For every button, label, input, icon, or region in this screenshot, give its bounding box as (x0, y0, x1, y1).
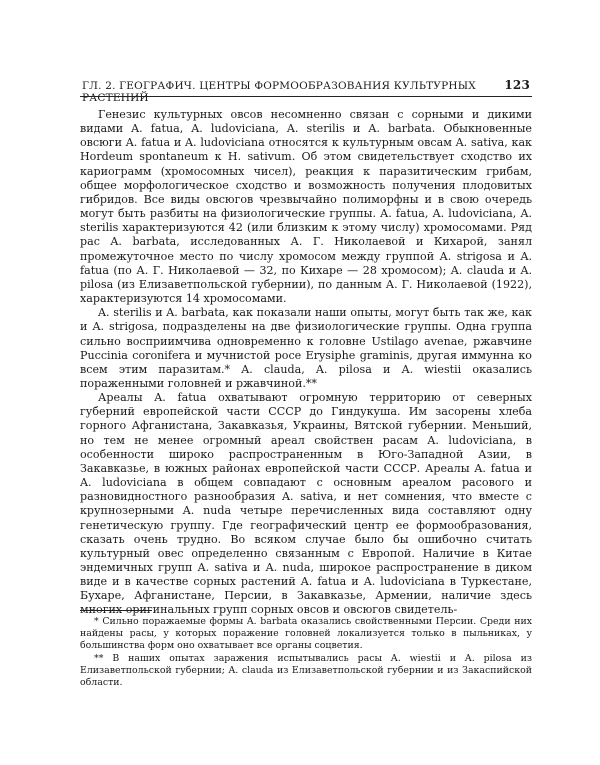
paragraph-areals: Ареалы A. fatua охватывают огромную территорию от северных губерний европейской части СССР до Гиндукуша. Им засорены хлеба горного Афганистана, Закавказья, Украины, Вятской губернии. Меньший, но тем не менее огромный ареал свойствен расам A. ludoviciana, в особенности широко распространенным в Юго-Западной Азии, в Закавказье, в южных районах европейской части СССР. Ареалы A. fatua и A. ludoviciana в общем совпадают с основным ареалом расового и разновидностного разнообразия A. sativa, и нет сомнения, что вместе с крупнозерными A. nuda четыре перечисленных вида составляют одну генетическую группу. Где географический центр ее формообразования, сказать очень трудно. Во всяком случае было бы ошибочно считать культурный овес определенно связанным с Европой. Наличие в Китае эндемичных групп A. sativa и A. nuda, широкое распространение в диком виде и в качестве сорных растений A. fatua и A. ludoviciana в Туркестане, Бухаре, Афганистане, Персии, в Закавказье, Армении, наличие здесь многих оригинальных групп сорных овсов и овсюгов свидетель- (80, 391, 532, 617)
footnote-2: ** В наших опытах заражения испытывались расы A. wiestii и A. pilosa из Елизаветпольской губернии; A. clauda из Елизаветпольской губернии и из Закаспийской области. (80, 652, 532, 689)
footnotes (80, 616, 532, 689)
main-text (80, 108, 532, 618)
header-rule (80, 96, 532, 97)
paragraph-genesis: Генезис культурных овсов несомненно связан с сорными и дикими видами A. fatua, A. ludoviciana, A. sterilis и A. barbata. Обыкновенные овсюги A. fatua и A. ludoviciana относятся к культурным овсам A. sativa, как Hordeum spontaneum к H. sativum. Об этом свидетельствует сходство их кариограмм (хромосомных чисел), реакция к паразитическим грибам, общее морфологическое сходство и возможность получения плодовитых гибридов. Все виды овсюгов чрезвычайно полиморфны и в свою очередь могут быть разбиты на физиологические группы. A. fatua, A. ludoviciana, A. sterilis характеризуются 42 (или близким к этому числу) хромосомами. Ряд рас A. barbata, исследованных А. Г. Николаевой и Кихарой, занял промежуточное место по числу хромосом между группой A. strigosa и A. fatua (по А. Г. Николаевой — 32, по Кихаре — 28 хромосом); A. clauda и A. pilosa (из Елизаветпольской губернии), по данным А. Г. Николаевой (1922), характеризуются 14 хромосомами. (80, 108, 532, 306)
footnote-rule (80, 610, 152, 611)
footnote-1: * Сильно поражаемые формы A. barbata оказались свойственными Персии. Среди них найдены расы, у которых поражение головней локализуется только в пыльниках, у большинства форм оно охватывает все органы соцветия. (80, 616, 532, 652)
page-number: 123 (504, 78, 530, 92)
paragraph-physiological-groups: A. sterilis и A. barbata, как показали наши опыты, могут быть так же, как и A. strigosa, подразделены на две физиологические группы. Одна группа сильно восприимчива одновременно к головне Ustilago avenae, ржавчине Puccinia coronifera и мучнистой росе Erysiphe graminis, другая иммунна ко всем этим паразитам.* A. clauda, A. pilosa и A. wiestii оказались пораженными головней и ржавчиной.** (80, 306, 532, 390)
header-title: ГЛ. 2. ГЕОГРАФИЧ. ЦЕНТРЫ ФОРМООБРАЗОВАНИЯ КУЛЬТУРНЫХ РАСТЕНИЙ (82, 80, 476, 104)
running-header (82, 78, 530, 104)
